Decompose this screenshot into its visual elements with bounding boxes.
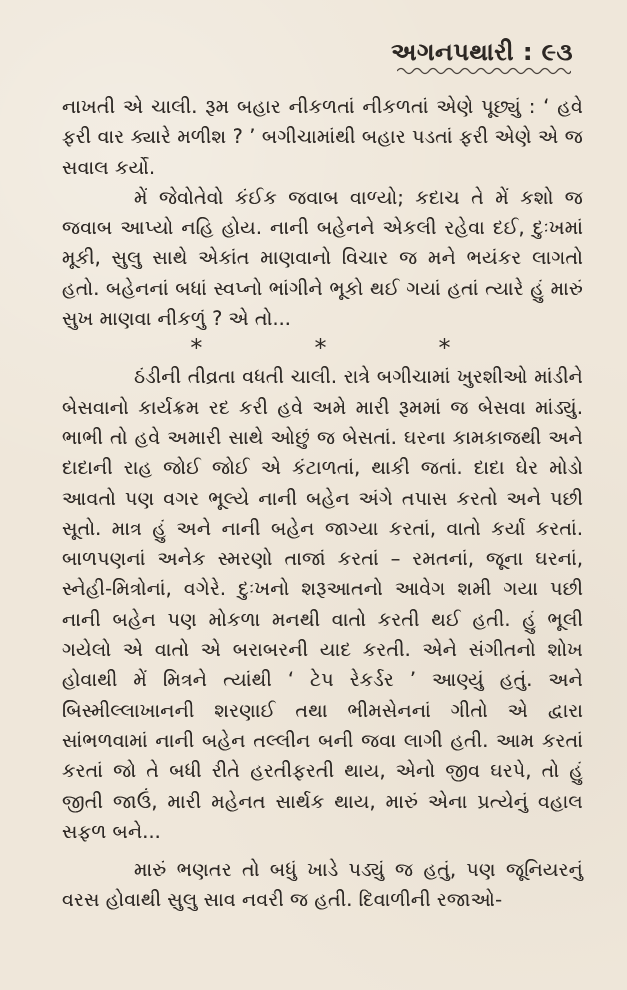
- page-header: [62, 38, 583, 78]
- page-body: [62, 92, 583, 916]
- wavy-rule-icon: [397, 66, 571, 76]
- paragraph-3: ઠંડીની તીવ્રતા વધતી ચાલી. રાત્રે બગીચામાં ખુરશીઓ માંડીને બેસવાનો કાર્યક્રમ રદ કરી હવે અમે મારી રૂમમાં જ બેસવા માંડ્યું. ભાભી તો હવે અમારી સાથે ઓછું જ બેસતાં. ઘરના કામકાજથી અને દાદાની રાહ જોઈ જોઈ એ કંટાળતાં, થાકી જતાં. દાદા ઘેર મોડો આવતો પણ વગર ભૂલ્યે નાની બહેન અંગે તપાસ કરતો અને પછી સૂતો. માત્ર હું અને નાની બહેન જાગ્યા કરતાં, વાતો કર્યા કરતાં. બાળપણનાં અનેક સ્મરણો તાજાં કરતાં – રમતનાં, જૂના ઘરનાં, સ્નેહી-મિત્રોનાં, વગેરે. દુઃખનો શરૂઆતનો આવેગ શમી ગયા પછી નાની બહેન પણ મોકળા મનથી વાતો કરતી થઈ હતી. હું ભૂલી ગયેલો એ વાતો એ બરાબરની યાદ કરતી. એને સંગીતનો શોખ હોવાથી મેં મિત્રને ત્યાંથી ‘ ટેપ રેકર્ડર ’ આણ્યું હતું. અને બિસ્મીલ્લાખાનની શરણાઈ તથા ભીમસેનનાં ગીતો એ દ્વારા સાંભળવામાં નાની બહેન તલ્લીન બની જવા લાગી હતી. આમ કરતાં કરતાં જો તે બધી રીતે હરતીફરતી થાય, એનો જીવ ઘરપે, તો હું જીતી જાઉં, મારી મહેનત સાર્થક થાય, મારું એના પ્રત્યેનું વહાલ સફળ બને...: [62, 365, 583, 843]
- section-separator: [58, 334, 583, 362]
- running-title: અગનપથારી : ૯૩: [391, 38, 573, 66]
- separator-star-1: *: [190, 334, 203, 363]
- separator-star-2: *: [314, 334, 327, 363]
- paragraph-4: મારું ભણતર તો બધું ખાડે પડ્યું જ હતું, પણ જૂનિયરનું વરસ હોવાથી સુલુ સાવ નવરી જ હતી. દિવાળીની રજાઓ-: [62, 858, 583, 912]
- separator-star-3: *: [438, 334, 451, 363]
- paragraph-1: નાખતી એ ચાલી. રૂમ બહાર નીકળતાં નીકળતાં એણે પૂછ્યું : ‘ હવે ફરી વાર ક્યારે મળીશ ? ’ બગીચામાંથી બહાર પડતાં ફરી એણે એ જ સવાલ કર્યો.: [62, 95, 583, 179]
- paragraph-gap: [62, 847, 583, 855]
- paragraph-2: મેં જેવોતેવો કંઈક જવાબ વાળ્યો; કદાચ તે મેં કશો જ જવાબ આપ્યો નહિ હોય. નાની બહેનને એકલી રહેવા દઈ, દુઃખમાં મૂકી, સુલુ સાથે એકાંત માણવાનો વિચાર જ મને ભયંકર લાગતો હતો. બહેનનાં બધાં સ્વપ્નો ભાંગીને ભૂકો થઈ ગયાં હતાં ત્યારે હું મારું સુખ માણવા નીકળું ? એ તો...: [62, 185, 583, 331]
